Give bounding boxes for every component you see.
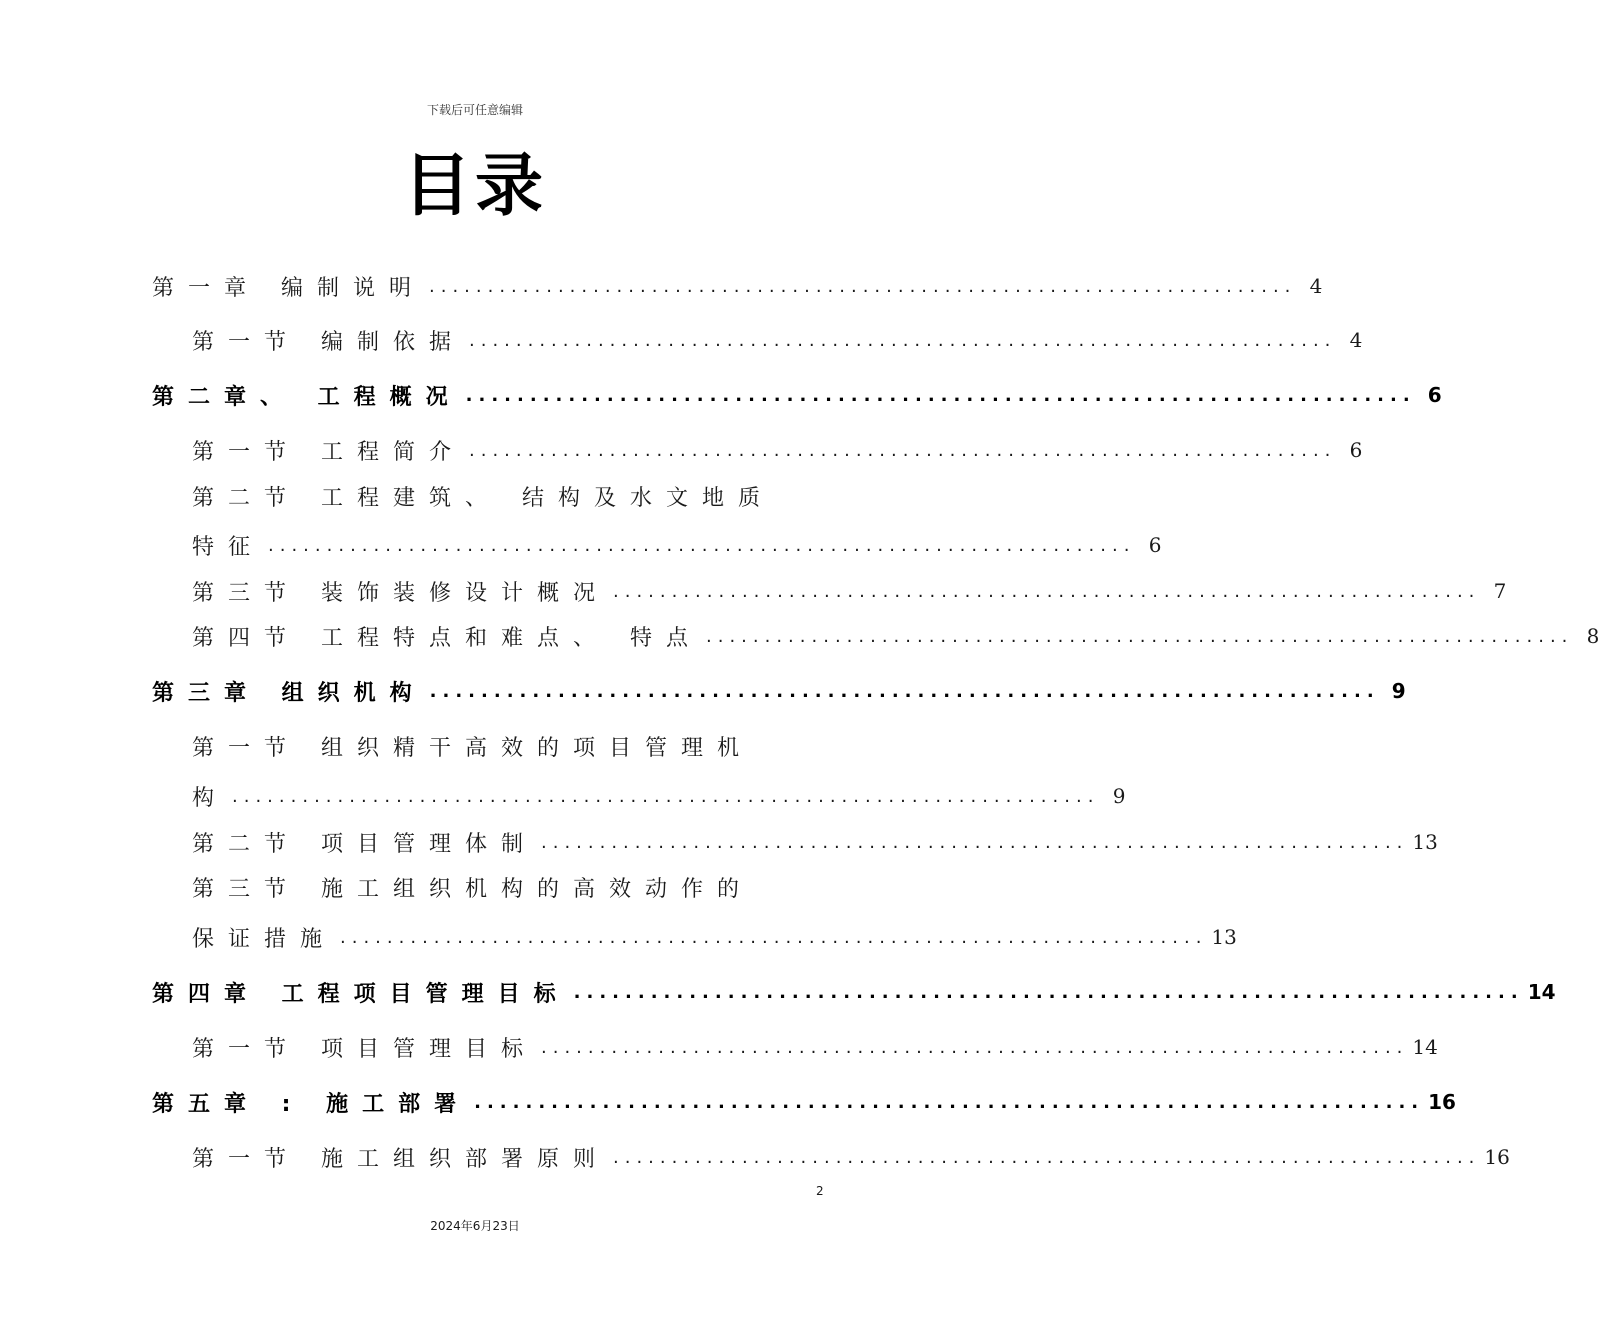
toc-entry-page: 4 [1349, 328, 1363, 352]
toc-entry-page: 9 [1112, 784, 1126, 808]
toc-entry-page: 16 [1428, 1090, 1456, 1114]
toc-leader: .......................................................................... [469, 439, 1337, 461]
toc-leader: .......................................................................... [541, 1036, 1409, 1058]
toc-entry-section-continued[interactable] [192, 919, 1237, 955]
toc-entry-label: 特征 [192, 534, 265, 560]
toc-entry-section-continued[interactable] [192, 778, 1126, 814]
toc-leader: .......................................................................... [573, 981, 1524, 1003]
toc-entry-page: 4 [1309, 274, 1323, 298]
toc-leader: .......................................................................... [541, 831, 1409, 853]
toc-entry-section[interactable] [192, 432, 1363, 468]
toc-entry-section[interactable] [192, 478, 816, 514]
toc-entry-section-continued[interactable] [192, 527, 1162, 563]
toc-entry-page: 9 [1391, 679, 1406, 703]
toc-entry-page: 16 [1484, 1145, 1510, 1169]
toc-entry-page: 13 [1211, 925, 1237, 949]
toc-entry-page: 6 [1349, 438, 1363, 462]
toc-entry-page: 14 [1412, 1035, 1438, 1059]
toc-entry-label: 第三节 施工组织机构的高效动作的 [192, 876, 753, 902]
toc-leader: .......................................................................... [613, 580, 1481, 602]
toc-entry-section[interactable] [192, 618, 1599, 654]
toc-entry-label: 第三节 装饰装修设计概况 [192, 580, 609, 606]
toc-entry-page: 8 [1586, 624, 1599, 648]
toc-leader: .......................................................................... [429, 275, 1297, 297]
toc-entry-section[interactable] [192, 869, 816, 905]
toc-entry-label: 第一节 工程简介 [192, 439, 465, 465]
footer-date: 2024年6月23日 [430, 1219, 520, 1233]
toc-entry-section[interactable] [192, 1029, 1438, 1065]
toc-entry-label: 第四章 工程项目管理目标 [152, 981, 570, 1007]
toc-entry-label: 第一节 施工组织部署原则 [192, 1146, 609, 1172]
toc-entry-label: 构 [192, 785, 229, 811]
toc-entry-chapter-2[interactable] [152, 377, 1442, 413]
toc-entry-section[interactable] [192, 573, 1507, 609]
page-number: 2 [816, 1184, 824, 1198]
toc-leader: .......................................................................... [465, 384, 1416, 406]
toc-leader: .......................................................................... [613, 1146, 1481, 1168]
toc-entry-page: 7 [1493, 579, 1507, 603]
toc-entry-label: 第四节 工程特点和难点、 特点 [192, 625, 702, 651]
toc-title: 目录 [402, 147, 547, 226]
toc-entry-label: 第一节 编制依据 [192, 329, 465, 355]
toc-entry-label: 第一节 组织精干高效的项目管理机 [192, 735, 753, 761]
toc-entry-label: 第三章 组织机构 [152, 680, 426, 706]
toc-entry-chapter-1[interactable] [152, 268, 1323, 304]
toc-entry-page: 6 [1427, 383, 1442, 407]
toc-entry-section[interactable] [192, 824, 1438, 860]
toc-entry-chapter-5[interactable] [152, 1084, 1456, 1120]
toc-leader: .......................................................................... [340, 926, 1208, 948]
toc-entry-label: 第二节 项目管理体制 [192, 831, 537, 857]
toc-entry-section[interactable] [192, 728, 816, 764]
toc-leader: .......................................................................... [429, 680, 1380, 702]
toc-leader: .......................................................................... [706, 625, 1574, 647]
toc-entry-label: 保证措施 [192, 926, 337, 952]
toc-entry-chapter-4[interactable] [152, 974, 1556, 1010]
toc-leader: .......................................................................... [469, 329, 1337, 351]
page-header: 下载后可任意编辑 [426, 103, 523, 117]
toc-leader: .......................................................................... [232, 785, 1100, 807]
toc-entry-label: 第五章 : 施工部署 [152, 1091, 471, 1117]
toc-entry-page: 6 [1148, 533, 1162, 557]
toc-entry-section[interactable] [192, 1139, 1510, 1175]
toc-leader: .......................................................................... [268, 534, 1136, 556]
toc-entry-section[interactable] [192, 322, 1363, 358]
toc-entry-label: 第一章 编制说明 [152, 275, 425, 301]
toc-entry-label: 第一节 项目管理目标 [192, 1036, 537, 1062]
toc-entry-label: 第二章、 工程概况 [152, 384, 462, 410]
toc-entry-page: 13 [1412, 830, 1438, 854]
toc-leader: .......................................................................... [474, 1091, 1425, 1113]
toc-entry-label: 第二节 工程建筑、 结构及水文地质 [192, 485, 774, 511]
toc-entry-page: 14 [1527, 980, 1556, 1004]
toc-entry-chapter-3[interactable] [152, 673, 1406, 709]
